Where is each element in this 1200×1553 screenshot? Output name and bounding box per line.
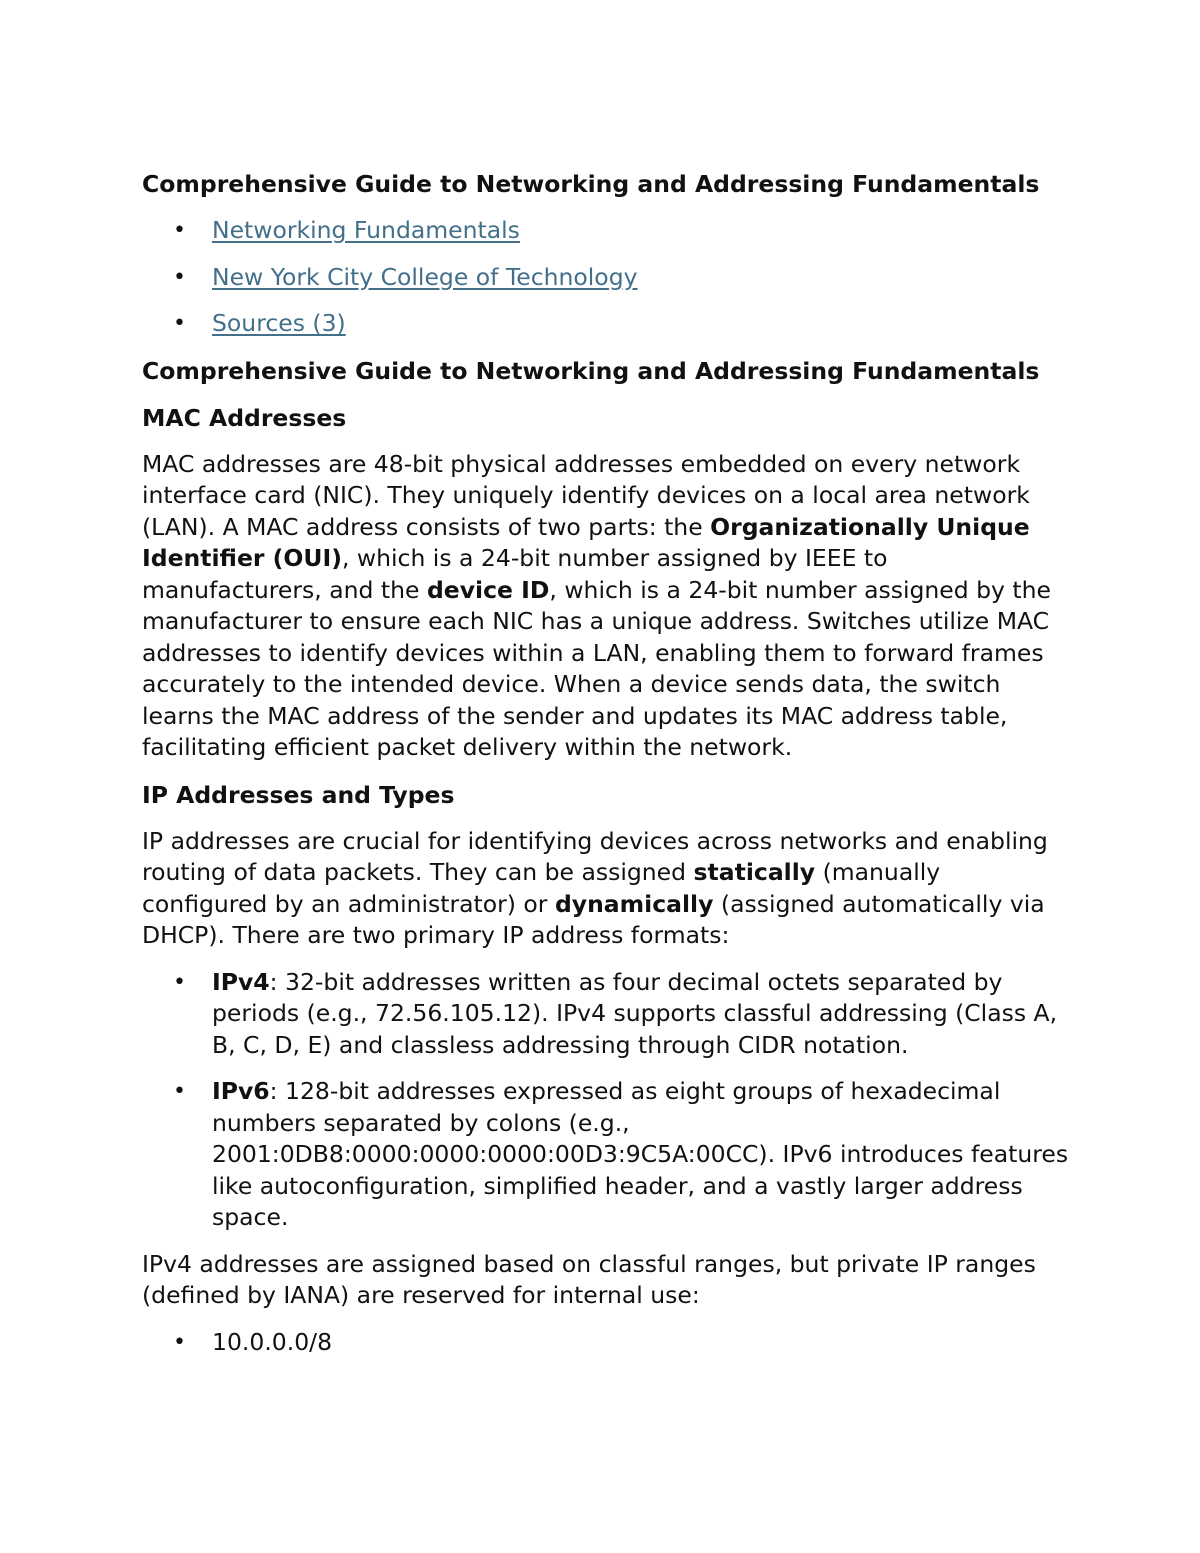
private-range-value: 10.0.0.0/8 bbox=[212, 1327, 333, 1356]
list-item bbox=[142, 1327, 1072, 1359]
mac-text-3: , which is a 24-bit number assigned by the manufacturer to ensure each NIC has a unique address. Switches utilize MAC addresses to identify devices within a LAN, enabling them to forward frames accurately to the intended device. When a device sends data, the switch learns the MAC address of the sender and updates its MAC address table, facilitating efficient packet delivery within the network. bbox=[142, 575, 1052, 761]
mac-text-1: MAC addresses are 48-bit physical addresses embedded on every network interface card (NIC). They uniquely identify devices on a local area network (LAN). A MAC address consists of two parts: the bbox=[142, 449, 1030, 541]
bullet-icon: • bbox=[173, 311, 186, 336]
bullet-icon: • bbox=[173, 218, 186, 243]
list-item-ipv6 bbox=[142, 1076, 1072, 1234]
document-title: Comprehensive Guide to Networking and Addressing Fundamentals bbox=[142, 170, 1040, 198]
document-page bbox=[142, 168, 1072, 1373]
toc-link-networking-fundamentals[interactable]: Networking Fundamentals bbox=[212, 216, 520, 244]
section-title: Comprehensive Guide to Networking and Addressing Fundamentals bbox=[142, 356, 1040, 385]
table-of-contents bbox=[142, 215, 1072, 340]
mac-text-2: , which is a 24-bit number assigned by IEEE to manufacturers, and the bbox=[142, 544, 888, 604]
list-item-ipv4 bbox=[142, 967, 1072, 1062]
mac-bold-oui: Organizationally Unique Identifier (OUI) bbox=[142, 512, 1030, 572]
toc-link-nyc-college-of-technology[interactable]: New York City College of Technology bbox=[212, 262, 638, 291]
bullet-icon: • bbox=[173, 1329, 186, 1355]
ipv6-label: IPv6 bbox=[212, 1077, 270, 1105]
ip-paragraph bbox=[142, 826, 1072, 952]
private-ranges-list bbox=[142, 1327, 1072, 1359]
ip-text-1: IP addresses are crucial for identifying devices across networks and enabling routing of data packets. They can be assigned bbox=[142, 826, 1048, 886]
bullet-icon: • bbox=[173, 969, 186, 995]
toc-link-sources[interactable]: Sources (3) bbox=[212, 309, 346, 337]
mac-bold-device-id: device ID bbox=[426, 575, 550, 604]
toc-item bbox=[142, 308, 1072, 340]
ip-text-2: (manually configured by an administrator) or bbox=[142, 858, 941, 918]
bullet-icon: • bbox=[173, 264, 186, 290]
mac-paragraph bbox=[142, 449, 1072, 764]
toc-item bbox=[142, 215, 1072, 247]
ipv6-description: : 128-bit addresses expressed as eight groups of hexadecimal numbers separated by colons (e.g., 2001:0DB8:0000:0000:0000:00D3:9C5A:00CC). IPv6 introduces features like autoconfiguration, simplified header, and a vastly larger address space. bbox=[212, 1077, 1069, 1231]
ip-bold-statically: statically bbox=[693, 858, 816, 886]
ip-text-3: (assigned automatically via DHCP). There are two primary IP address formats: bbox=[142, 889, 1045, 949]
ipv4-label: IPv4 bbox=[212, 967, 270, 996]
private-ranges-intro: IPv4 addresses are assigned based on classful ranges, but private IP ranges (defined by IANA) are reserved for internal use: bbox=[142, 1249, 1036, 1309]
bullet-icon: • bbox=[173, 1079, 186, 1104]
ip-heading: IP Addresses and Types bbox=[142, 780, 455, 809]
ip-bold-dynamically: dynamically bbox=[554, 889, 714, 918]
ipv4-description: : 32-bit addresses written as four decimal octets separated by periods (e.g., 72.56.105.12). IPv4 supports classful addressing (Class A, B, C, D, E) and classless addressing through CIDR notation. bbox=[212, 967, 1058, 1059]
mac-heading: MAC Addresses bbox=[142, 403, 347, 432]
ip-format-list bbox=[142, 967, 1072, 1234]
toc-item bbox=[142, 262, 1072, 294]
